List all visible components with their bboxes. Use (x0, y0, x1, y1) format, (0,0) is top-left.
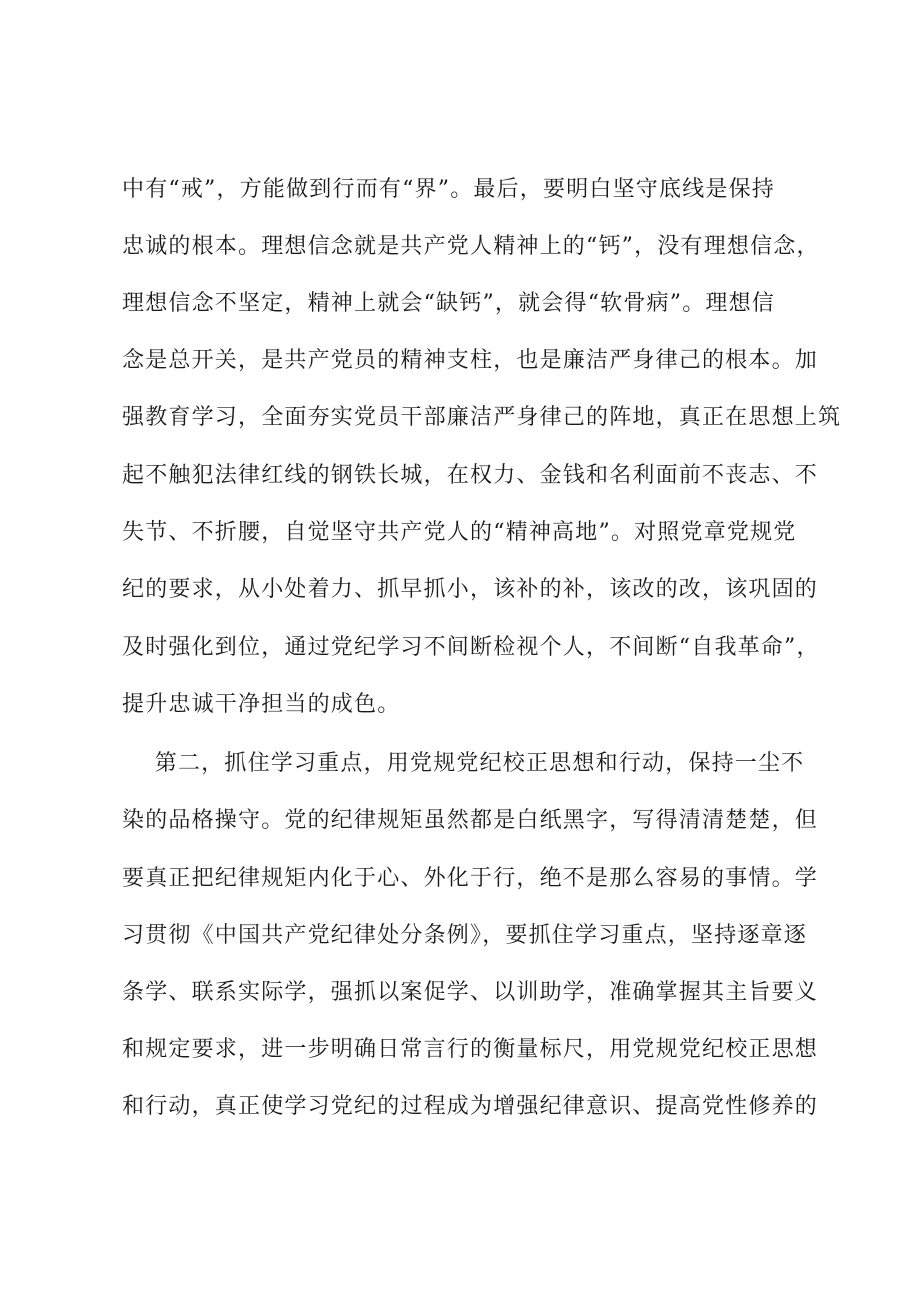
text-line: 和规定要求，进一步明确日常言行的衡量标尺，用党规党纪校正思想 (122, 1037, 819, 1062)
text-line: 和行动，真正使学习党纪的过程成为增强纪律意识、提高党性修养的 (122, 1094, 819, 1119)
text-line: 第二，抓住学习重点，用党规党纪校正思想和行动，保持一尘不 (122, 751, 805, 776)
text-line: 要真正把纪律规矩内化于心、外化于行，绝不是那么容易的事情。学 (122, 866, 819, 891)
text-line: 念是总开关，是共产党员的精神支柱，也是廉洁严身律己的根本。加 (122, 348, 819, 373)
text-line: 中有“戒”，方能做到行而有“界”。最后，要明白坚守底线是保持 (122, 177, 775, 202)
text-line: 及时强化到位，通过党纪学习不间断检视个人，不间断“自我革命”， (122, 635, 820, 660)
text-line: 起不触犯法律红线的钢铁长城，在权力、金钱和名利面前不丧志、不 (122, 463, 819, 488)
text-line: 染的品格操守。党的纪律规矩虽然都是白纸黑字，写得清清楚楚，但 (122, 808, 819, 833)
text-line: 条学、联系实际学，强抓以案促学、以训助学，准确掌握其主旨要义 (122, 980, 819, 1005)
text-line: 忠诚的根本。理想信念就是共产党人精神上的“钙”，没有理想信念， (122, 234, 820, 259)
text-line: 理想信念不坚定，精神上就会“缺钙”，就会得“软骨病”。理想信 (122, 291, 775, 316)
text-line: 提升忠诚干净担当的成色。 (122, 692, 401, 717)
text-line: 纪的要求，从小处着力、抓早抓小，该补的补，该改的改，该巩固的 (122, 577, 819, 602)
text-line: 强教育学习，全面夯实党员干部廉洁严身律己的阵地，真正在思想上筑 (122, 405, 842, 430)
text-line: 失节、不折腰，自觉坚守共产党人的“精神高地”。对照党章党规党 (122, 520, 797, 545)
text-line: 习贯彻《中国共产党纪律处分条例》，要抓住学习重点，坚持逐章逐 (122, 923, 808, 948)
